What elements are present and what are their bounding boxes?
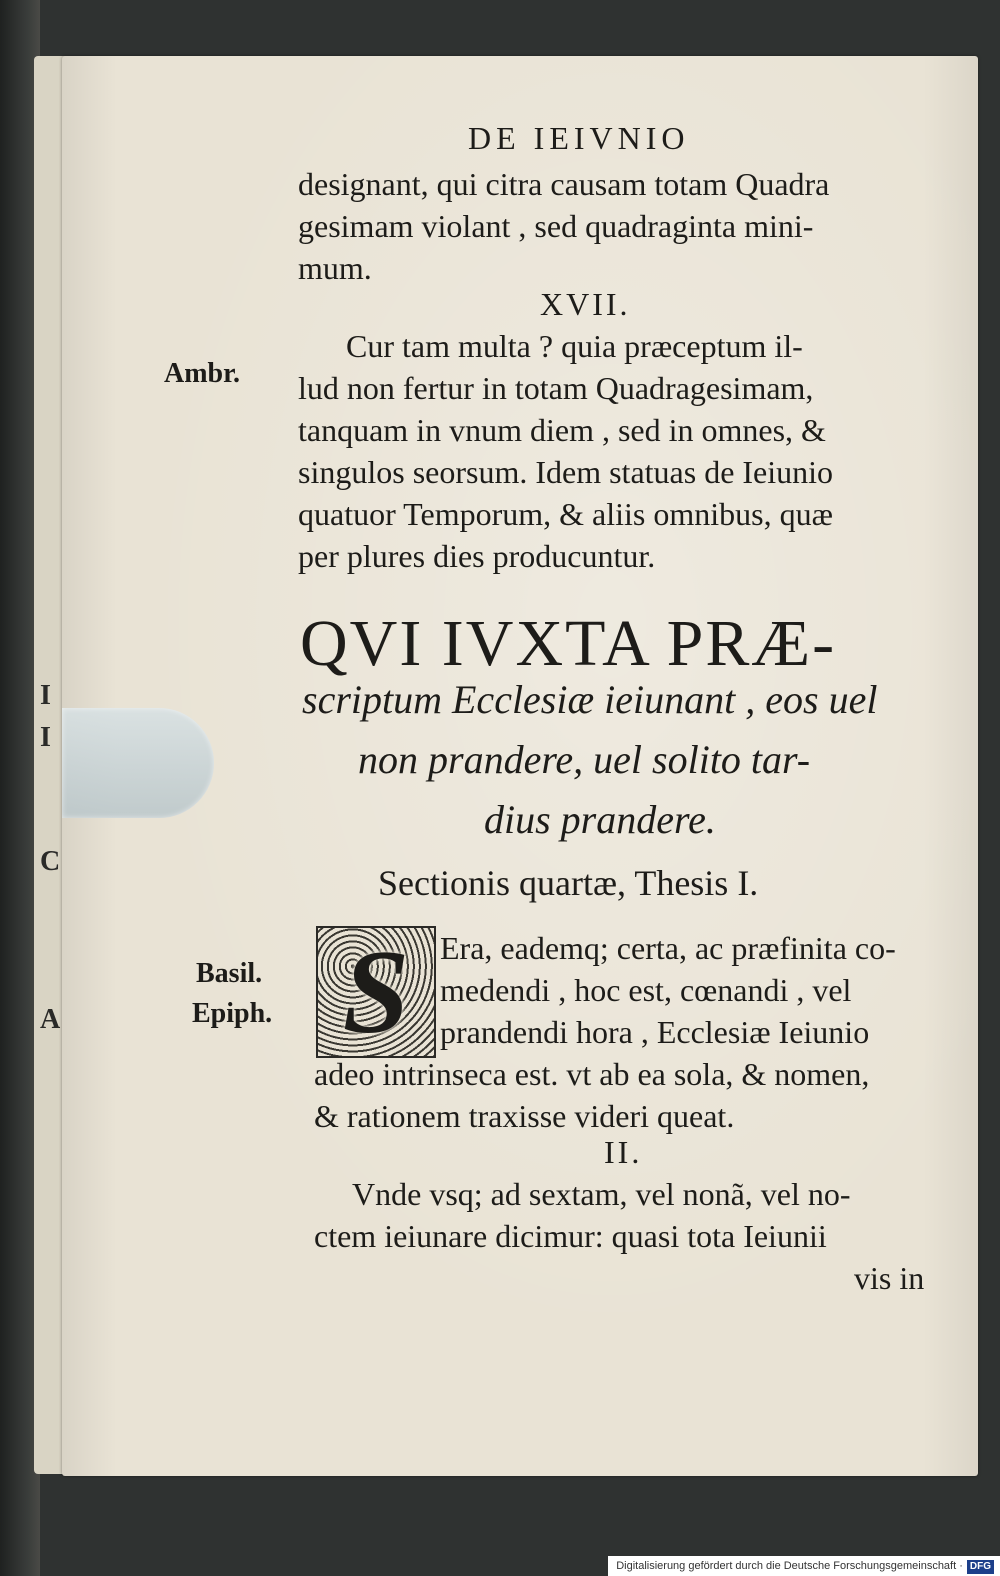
body-line: Vnde vsq; ad sextam, vel nonã, vel no-: [352, 1176, 851, 1212]
body-line: designant, qui citra causam totam Quadra: [298, 166, 830, 202]
page-clip: [62, 708, 214, 818]
section-heading: QVI IVXTA PRÆ-: [300, 607, 837, 680]
thesis-numeral: XVII.: [540, 286, 631, 322]
decorated-initial: [316, 926, 436, 1058]
heading-italic-line: non prandere, uel solito tar-: [358, 737, 811, 782]
body-line: gesimam violant , sed quadraginta mini-: [298, 208, 814, 244]
margin-note-basil: Basil.: [196, 958, 263, 989]
body-line: medendi , hoc est, cœnandi , vel: [440, 972, 852, 1008]
footer-text: Digitalisierung gefördert durch die Deutsche Forschungsgemeinschaft ·: [616, 1560, 963, 1572]
body-line: Cur tam multa ? quia præceptum il-: [346, 328, 803, 364]
body-line: Era, eademq; certa, ac præfinita co-: [440, 930, 896, 966]
body-line: & rationem traxisse videri queat.: [314, 1098, 735, 1134]
underlying-letter: I: [40, 722, 51, 753]
body-line: prandendi hora , Ecclesiæ Ieiunio: [440, 1014, 870, 1050]
catchword: vis in: [854, 1260, 925, 1296]
body-line: quatuor Temporum, & aliis omnibus, quæ: [298, 496, 833, 532]
body-line: per plures dies producuntur.: [298, 538, 656, 574]
margin-note-ambr: Ambr.: [164, 358, 240, 389]
initial-letter: S: [342, 925, 410, 1058]
body-line: singulos seorsum. Idem statuas de Ieiunio: [298, 454, 834, 490]
body-line: mum.: [298, 250, 372, 286]
digitization-footer: [608, 1556, 1000, 1576]
underlying-letter: A: [40, 1004, 61, 1035]
dfg-logo: DFG: [967, 1560, 994, 1574]
body-line: ctem ieiunare dicimur: quasi tota Ieiunii: [314, 1218, 827, 1254]
running-header: DE IEIVNIO: [468, 120, 690, 156]
underlying-letter: I: [40, 680, 51, 711]
underlying-letter: C: [40, 846, 61, 877]
body-line: adeo intrinseca est. vt ab ea sola, & nomen,: [314, 1056, 870, 1092]
heading-italic-line: dius prandere.: [484, 797, 716, 842]
margin-note-epiph: Epiph.: [192, 998, 273, 1029]
body-line: lud non fertur in totam Quadragesimam,: [298, 370, 814, 406]
heading-italic-line: scriptum Ecclesiæ ieiunant , eos uel: [302, 677, 878, 722]
section-title: Sectionis quartæ, Thesis I.: [378, 863, 759, 903]
body-line: tanquam in vnum diem , sed in omnes, &: [298, 412, 826, 448]
thesis-numeral: II.: [604, 1134, 643, 1170]
